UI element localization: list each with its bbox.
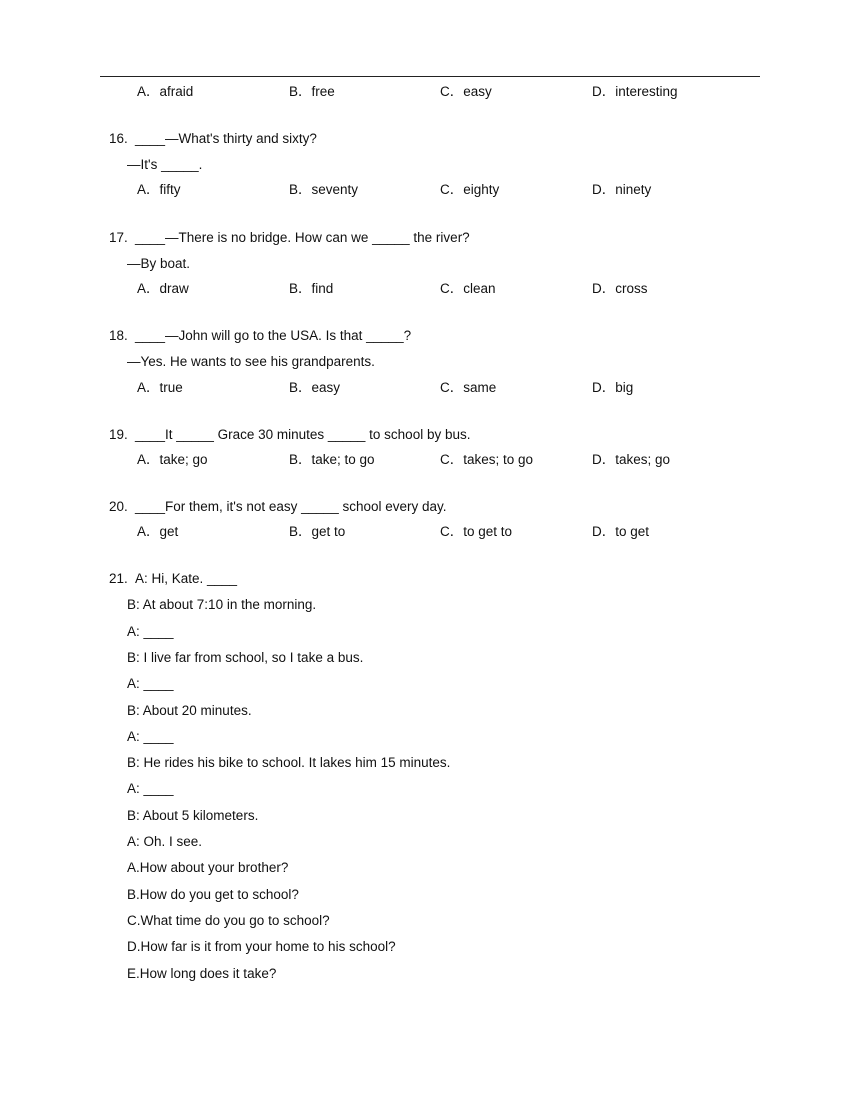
- option-a: [137, 280, 189, 298]
- option-d: [592, 280, 648, 298]
- option-c: [440, 451, 533, 469]
- question-stem: ____It _____ Grace 30 minutes _____ to school by bus.: [135, 427, 471, 442]
- question-stem: ____—John will go to the USA. Is that _____?: [135, 328, 412, 343]
- option-text: takes; go: [615, 452, 671, 467]
- option-text: easy: [311, 380, 341, 395]
- dialogue-line: A: ____: [127, 781, 174, 796]
- option-b: [289, 451, 375, 469]
- dialogue-line: A: Oh. I see.: [127, 834, 203, 849]
- option-a: [137, 451, 208, 469]
- option-a: [137, 523, 178, 541]
- option-text: big: [615, 380, 634, 395]
- option-text: fifty: [159, 182, 181, 197]
- option-letter: A．: [137, 281, 160, 296]
- question-number: 19.: [109, 427, 128, 442]
- question-dialogue-line: —Yes. He wants to see his grandparents.: [127, 354, 375, 369]
- choice-line: A.How about your brother?: [127, 860, 289, 875]
- option-text: eighty: [463, 182, 500, 197]
- question-stem: ____For them, it's not easy _____ school every day.: [135, 499, 447, 514]
- option-letter: C．: [440, 380, 464, 395]
- option-text: same: [463, 380, 497, 395]
- option-c: [440, 523, 512, 541]
- option-text: cross: [615, 281, 648, 296]
- option-text: to get to: [463, 524, 513, 539]
- option-b: [289, 181, 358, 199]
- option-d: [592, 451, 670, 469]
- option-text: seventy: [311, 182, 359, 197]
- option-letter: D．: [592, 524, 616, 539]
- option-text: to get: [615, 524, 650, 539]
- option-text: get: [159, 524, 179, 539]
- option-d: [592, 181, 651, 199]
- option-letter: B．: [289, 281, 312, 296]
- option-b: [289, 379, 340, 397]
- option-letter: B．: [289, 380, 312, 395]
- option-letter: D．: [592, 182, 616, 197]
- option-a: [137, 181, 181, 199]
- dialogue-line: A: ____: [127, 729, 174, 744]
- dialogue-first-line: A: Hi, Kate. ____: [135, 571, 238, 586]
- question-number: 21.: [109, 571, 128, 586]
- choice-line: C.What time do you go to school?: [127, 913, 330, 928]
- carry-option-c: C．easy: [440, 84, 492, 99]
- option-letter: D．: [592, 380, 616, 395]
- choice-line: D.How far is it from your home to his school?: [127, 939, 396, 954]
- option-text: clean: [463, 281, 496, 296]
- dialogue-line: A: ____: [127, 624, 174, 639]
- dialogue-line: B: About 5 kilometers.: [127, 808, 259, 823]
- question-stem: ____—There is no bridge. How can we _____ the river?: [135, 230, 470, 245]
- option-letter: C．: [440, 524, 464, 539]
- option-text: takes; to go: [463, 452, 534, 467]
- question-number: 18.: [109, 328, 128, 343]
- carry-option-a: A．afraid: [137, 84, 194, 99]
- option-text: find: [311, 281, 334, 296]
- dialogue-line: B: At about 7:10 in the morning.: [127, 597, 317, 612]
- question-number: 16.: [109, 131, 128, 146]
- option-b: [289, 523, 345, 541]
- carry-option-b: B．free: [289, 84, 335, 99]
- option-c: [440, 379, 496, 397]
- option-letter: A．: [137, 452, 160, 467]
- option-letter: B．: [289, 452, 312, 467]
- option-text: ninety: [615, 182, 652, 197]
- question-number: 20.: [109, 499, 128, 514]
- question-stem: ____—What's thirty and sixty?: [135, 131, 317, 146]
- option-text: take; to go: [311, 452, 375, 467]
- option-letter: C．: [440, 182, 464, 197]
- option-letter: A．: [137, 380, 160, 395]
- question-dialogue-line: —It's _____.: [127, 157, 203, 172]
- option-c: [440, 181, 499, 199]
- option-text: draw: [159, 281, 189, 296]
- option-c: [440, 280, 496, 298]
- dialogue-line: B: He rides his bike to school. It lakes him 15 minutes.: [127, 755, 451, 770]
- question-dialogue-line: —By boat.: [127, 256, 191, 271]
- option-letter: B．: [289, 524, 312, 539]
- dialogue-line: A: ____: [127, 676, 174, 691]
- option-letter: A．: [137, 524, 160, 539]
- option-text: true: [159, 380, 183, 395]
- dialogue-line: B: I live far from school, so I take a bus.: [127, 650, 364, 665]
- option-b: [289, 280, 333, 298]
- option-d: [592, 379, 633, 397]
- option-text: take; go: [159, 452, 208, 467]
- option-letter: C．: [440, 281, 464, 296]
- option-d: [592, 523, 649, 541]
- question-number: 17.: [109, 230, 128, 245]
- choice-line: B.How do you get to school?: [127, 887, 299, 902]
- header-rule: [100, 76, 760, 77]
- choice-line: E.How long does it take?: [127, 966, 277, 981]
- option-a: [137, 379, 183, 397]
- option-letter: C．: [440, 452, 464, 467]
- carry-option-d: D．interesting: [592, 84, 678, 99]
- option-letter: B．: [289, 182, 312, 197]
- option-letter: D．: [592, 281, 616, 296]
- option-letter: D．: [592, 452, 616, 467]
- dialogue-line: B: About 20 minutes.: [127, 703, 252, 718]
- option-letter: A．: [137, 182, 160, 197]
- option-text: get to: [311, 524, 346, 539]
